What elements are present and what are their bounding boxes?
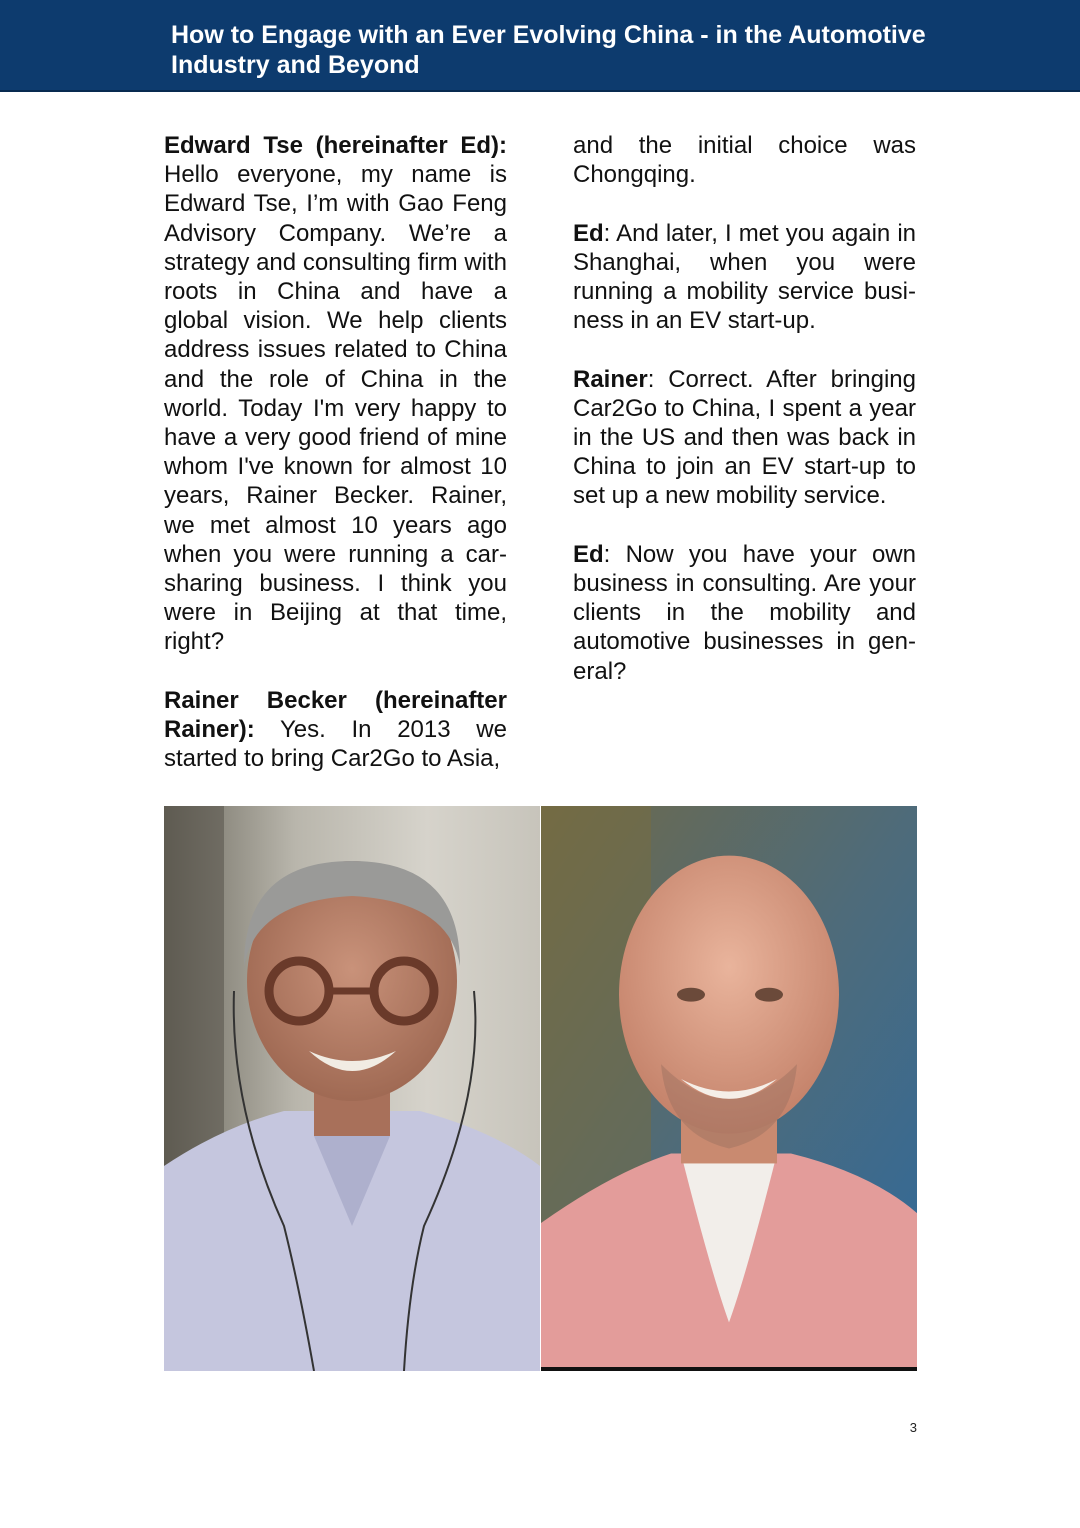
paragraph-ed-question-3 xyxy=(573,540,916,686)
video-call-photos xyxy=(164,806,917,1371)
page-number: 3 xyxy=(909,1420,917,1435)
paragraph-rainer-reply-continued xyxy=(573,131,916,189)
speaker-label: Edward Tse (hereinafter Ed): xyxy=(164,132,507,159)
speaker-label: Rainer Becker (hereinafter Rainer): xyxy=(164,686,507,744)
paragraph-text: : Correct. After bringing Car2Go to China, I spent a year in the US and then was back in China to join an EV start-up to set up a new mobility service. xyxy=(573,365,916,510)
paragraph-text-part2: and the initial choice was Chongqing. xyxy=(573,132,916,189)
speaker-label: Rainer xyxy=(573,365,648,393)
paragraph-ed-intro xyxy=(164,131,507,657)
paragraph-text: Hello everyone, my name is Edward Tse, I’m with Gao Feng Advisory Company. We’re a strategy and consulting firm with roots in China and have a global vision. We help clients address issues related to China and the role of China in the world. Today I'm very happy to have a very good friend of mine whom I've known for almost 10 years, Rainer Becker. Rainer, we met almost 10 years ago when you were running a car-sharing business. I think you were in Beijing at that time, right? xyxy=(164,161,507,656)
paragraph-ed-question-2 xyxy=(573,219,916,336)
page-header xyxy=(0,0,1080,92)
paragraph-rainer-reply xyxy=(164,686,507,774)
photo-rainer-becker xyxy=(541,806,917,1371)
article-column-left xyxy=(164,131,507,773)
paragraph-text: : And later, I met you again in Shanghai, when you were running a mobility service business in an EV start-up. xyxy=(573,219,916,335)
speaker-label: Ed xyxy=(573,219,604,247)
portrait-rainer-becker xyxy=(541,806,917,1367)
paragraph-rainer-answer-2 xyxy=(573,365,916,511)
portrait-edward-tse xyxy=(164,806,540,1371)
photo-edward-tse xyxy=(164,806,540,1371)
paragraph-text: : Now you have your own business in consulting. Are your clients in the mobility and automotive businesses in general? xyxy=(573,540,916,685)
document-title: How to Engage with an Ever Evolving China - in the Automotive Industry and Beyond xyxy=(171,21,926,79)
article-column-right xyxy=(573,131,916,715)
paragraph-text-part1: Yes. In 2013 we started to bring Car2Go to Asia, xyxy=(164,716,507,773)
speaker-label: Ed xyxy=(573,540,604,568)
